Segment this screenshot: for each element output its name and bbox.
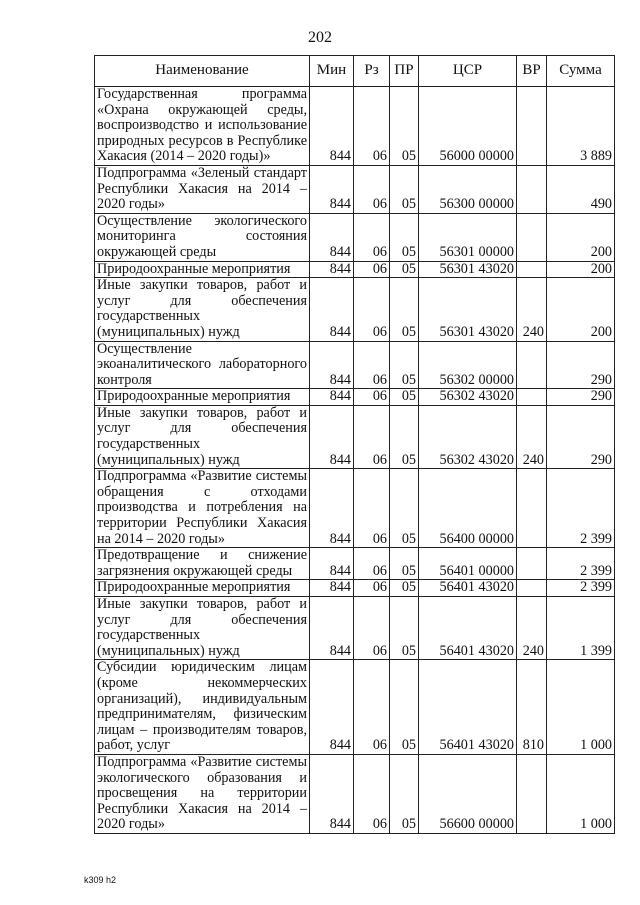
row-vr-cell xyxy=(517,548,547,580)
row-sum-cell: 2 399 xyxy=(547,580,615,597)
row-rz-cell: 06 xyxy=(354,754,390,833)
row-rz-cell: 06 xyxy=(354,660,390,755)
row-min-cell: 844 xyxy=(310,754,354,833)
row-name-cell: Иные закупки товаров, работ и услуг для обеспечения государственных (муниципальных) нужд xyxy=(95,597,310,660)
row-rz-cell: 06 xyxy=(354,165,390,213)
row-name-cell: Государственная программа «Охрана окружающей среды, воспроизводство и использование природных ресурсов в Республике Хакасия (2014 – 2020 годы)» xyxy=(95,87,310,166)
table-row xyxy=(95,165,615,213)
column-header-name: Наименование xyxy=(95,56,310,87)
row-sum-cell: 2 399 xyxy=(547,469,615,548)
row-sum-cell: 490 xyxy=(547,165,615,213)
row-sum-cell: 200 xyxy=(547,213,615,261)
row-name-cell: Осуществление экологического мониторинга состояния окружающей среды xyxy=(95,213,310,261)
row-min-cell: 844 xyxy=(310,278,354,341)
column-header-vr: ВР xyxy=(517,56,547,87)
row-sum-cell: 1 000 xyxy=(547,754,615,833)
row-vr-cell xyxy=(517,580,547,597)
row-sum-cell: 200 xyxy=(547,261,615,278)
row-min-cell: 844 xyxy=(310,580,354,597)
row-pr-cell: 05 xyxy=(390,660,419,755)
row-csr-cell: 56300 00000 xyxy=(419,165,517,213)
row-min-cell: 844 xyxy=(310,660,354,755)
table-row xyxy=(95,469,615,548)
row-name-cell: Подпрограмма «Развитие системы обращения с отходами производства и потребления на территории Республики Хакасия на 2014 – 2020 годы» xyxy=(95,469,310,548)
row-csr-cell: 56000 00000 xyxy=(419,87,517,166)
row-vr-cell xyxy=(517,165,547,213)
row-rz-cell: 06 xyxy=(354,597,390,660)
row-name-cell: Природоохранные мероприятия xyxy=(95,389,310,406)
row-pr-cell: 05 xyxy=(390,213,419,261)
row-min-cell: 844 xyxy=(310,261,354,278)
row-name-cell: Осуществление экоаналитического лабораторного контроля xyxy=(95,341,310,389)
row-pr-cell: 05 xyxy=(390,597,419,660)
table-row xyxy=(95,261,615,278)
table-row xyxy=(95,754,615,833)
row-min-cell: 844 xyxy=(310,87,354,166)
row-pr-cell: 05 xyxy=(390,389,419,406)
row-csr-cell: 56301 43020 xyxy=(419,261,517,278)
row-min-cell: 844 xyxy=(310,341,354,389)
row-vr-cell: 810 xyxy=(517,660,547,755)
row-min-cell: 844 xyxy=(310,213,354,261)
row-rz-cell: 06 xyxy=(354,278,390,341)
row-min-cell: 844 xyxy=(310,548,354,580)
row-name-cell: Природоохранные мероприятия xyxy=(95,580,310,597)
table-row xyxy=(95,548,615,580)
row-vr-cell xyxy=(517,341,547,389)
row-vr-cell xyxy=(517,389,547,406)
row-vr-cell xyxy=(517,87,547,166)
row-rz-cell: 06 xyxy=(354,87,390,166)
row-vr-cell xyxy=(517,754,547,833)
column-header-csr: ЦСР xyxy=(419,56,517,87)
row-min-cell: 844 xyxy=(310,597,354,660)
row-vr-cell: 240 xyxy=(517,278,547,341)
row-csr-cell: 56401 43020 xyxy=(419,660,517,755)
row-min-cell: 844 xyxy=(310,469,354,548)
row-sum-cell: 2 399 xyxy=(547,548,615,580)
row-pr-cell: 05 xyxy=(390,261,419,278)
column-header-rz: Рз xyxy=(354,56,390,87)
row-vr-cell xyxy=(517,213,547,261)
row-sum-cell: 290 xyxy=(547,405,615,468)
table-row xyxy=(95,389,615,406)
row-csr-cell: 56301 43020 xyxy=(419,278,517,341)
row-pr-cell: 05 xyxy=(390,341,419,389)
row-rz-cell: 06 xyxy=(354,261,390,278)
row-min-cell: 844 xyxy=(310,165,354,213)
row-name-cell: Подпрограмма «Развитие системы экологического образования и просвещения на территории Республики Хакасия на 2014 – 2020 годы» xyxy=(95,754,310,833)
row-pr-cell: 05 xyxy=(390,278,419,341)
row-rz-cell: 06 xyxy=(354,548,390,580)
row-csr-cell: 56302 43020 xyxy=(419,389,517,406)
row-name-cell: Подпрограмма «Зеленый стандарт Республики Хакасия на 2014 – 2020 годы» xyxy=(95,165,310,213)
row-sum-cell: 1 000 xyxy=(547,660,615,755)
row-pr-cell: 05 xyxy=(390,405,419,468)
page-number: 202 xyxy=(308,29,332,46)
row-pr-cell: 05 xyxy=(390,580,419,597)
row-rz-cell: 06 xyxy=(354,580,390,597)
budget-table xyxy=(94,55,615,834)
row-rz-cell: 06 xyxy=(354,389,390,406)
column-header-min: Мин xyxy=(310,56,354,87)
table-row xyxy=(95,213,615,261)
table-row xyxy=(95,405,615,468)
row-sum-cell: 3 889 xyxy=(547,87,615,166)
table-row xyxy=(95,341,615,389)
row-pr-cell: 05 xyxy=(390,469,419,548)
row-name-cell: Природоохранные мероприятия xyxy=(95,261,310,278)
row-pr-cell: 05 xyxy=(390,548,419,580)
table-row xyxy=(95,660,615,755)
row-name-cell: Предотвращение и снижение загрязнения окружающей среды xyxy=(95,548,310,580)
row-csr-cell: 56301 00000 xyxy=(419,213,517,261)
row-csr-cell: 56600 00000 xyxy=(419,754,517,833)
table-header-row xyxy=(95,56,615,87)
row-rz-cell: 06 xyxy=(354,213,390,261)
row-pr-cell: 05 xyxy=(390,165,419,213)
row-csr-cell: 56302 00000 xyxy=(419,341,517,389)
row-csr-cell: 56302 43020 xyxy=(419,405,517,468)
table-row xyxy=(95,597,615,660)
row-vr-cell: 240 xyxy=(517,405,547,468)
row-name-cell: Иные закупки товаров, работ и услуг для обеспечения государственных (муниципальных) нужд xyxy=(95,278,310,341)
row-csr-cell: 56401 00000 xyxy=(419,548,517,580)
table-row xyxy=(95,580,615,597)
table-row xyxy=(95,278,615,341)
row-pr-cell: 05 xyxy=(390,87,419,166)
column-header-pr: ПР xyxy=(390,56,419,87)
footer-code: k309 h2 xyxy=(84,875,117,885)
row-rz-cell: 06 xyxy=(354,405,390,468)
row-csr-cell: 56401 43020 xyxy=(419,580,517,597)
row-csr-cell: 56401 43020 xyxy=(419,597,517,660)
column-header-sum: Сумма xyxy=(547,56,615,87)
row-csr-cell: 56400 00000 xyxy=(419,469,517,548)
row-sum-cell: 290 xyxy=(547,341,615,389)
row-sum-cell: 290 xyxy=(547,389,615,406)
row-pr-cell: 05 xyxy=(390,754,419,833)
row-min-cell: 844 xyxy=(310,405,354,468)
row-min-cell: 844 xyxy=(310,389,354,406)
row-sum-cell: 1 399 xyxy=(547,597,615,660)
row-vr-cell: 240 xyxy=(517,597,547,660)
row-name-cell: Иные закупки товаров, работ и услуг для обеспечения государственных (муниципальных) нужд xyxy=(95,405,310,468)
row-rz-cell: 06 xyxy=(354,469,390,548)
row-vr-cell xyxy=(517,469,547,548)
table-row xyxy=(95,87,615,166)
row-name-cell: Субсидии юридическим лицам (кроме некоммерческих организаций), индивидуальным предпринимателям, физическим лицам – производителям товаров, работ, услуг xyxy=(95,660,310,755)
row-vr-cell xyxy=(517,261,547,278)
row-sum-cell: 200 xyxy=(547,278,615,341)
row-rz-cell: 06 xyxy=(354,341,390,389)
